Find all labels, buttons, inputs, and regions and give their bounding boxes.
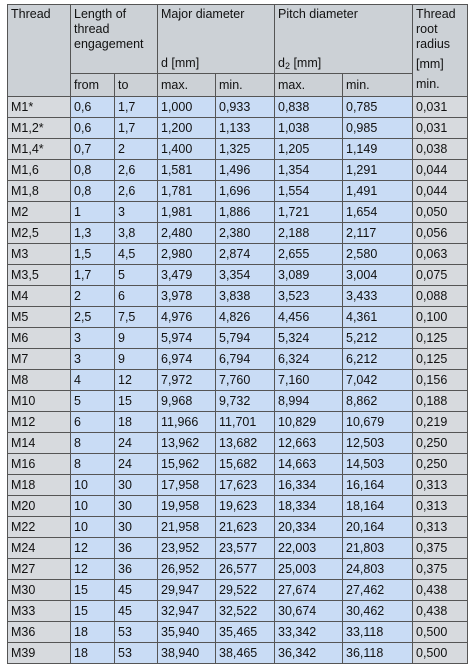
thread-cell: M7 <box>8 349 71 370</box>
major-min-cell: 26,577 <box>216 559 275 580</box>
header-radius-unit: [mm] <box>413 53 468 74</box>
major-min-cell: 0,933 <box>216 97 275 118</box>
pitch-max-cell: 22,003 <box>275 538 343 559</box>
thread-table-container <box>7 4 468 664</box>
thread-cell: M1,6 <box>8 160 71 181</box>
engagement-to-cell: 24 <box>115 433 158 454</box>
major-min-cell: 35,465 <box>216 622 275 643</box>
pitch-min-cell: 7,042 <box>343 370 413 391</box>
engagement-from-cell: 0,7 <box>71 139 115 160</box>
major-max-cell: 4,976 <box>158 307 216 328</box>
table-row <box>8 601 468 622</box>
header-major-min: min. <box>216 74 275 97</box>
header-thread-root-radius: Thread root radius <box>413 5 468 54</box>
major-max-cell: 1,000 <box>158 97 216 118</box>
table-row <box>8 454 468 475</box>
engagement-from-cell: 12 <box>71 538 115 559</box>
major-max-cell: 1,200 <box>158 118 216 139</box>
pitch-max-cell: 1,354 <box>275 160 343 181</box>
thread-cell: M20 <box>8 496 71 517</box>
thread-dimensions-table <box>7 4 468 664</box>
major-max-cell: 26,952 <box>158 559 216 580</box>
pitch-min-cell: 2,580 <box>343 244 413 265</box>
thread-cell: M39 <box>8 643 71 664</box>
table-row <box>8 328 468 349</box>
major-min-cell: 19,623 <box>216 496 275 517</box>
header-pitch-max: max. <box>275 74 343 97</box>
engagement-from-cell: 8 <box>71 433 115 454</box>
table-row <box>8 433 468 454</box>
thread-cell: M4 <box>8 286 71 307</box>
pitch-max-cell: 3,523 <box>275 286 343 307</box>
engagement-to-cell: 30 <box>115 517 158 538</box>
major-min-cell: 32,522 <box>216 601 275 622</box>
engagement-from-cell: 3 <box>71 328 115 349</box>
major-min-cell: 11,701 <box>216 412 275 433</box>
major-max-cell: 19,958 <box>158 496 216 517</box>
pitch-max-cell: 1,038 <box>275 118 343 139</box>
radius-min-cell: 0,125 <box>413 328 468 349</box>
radius-min-cell: 0,438 <box>413 601 468 622</box>
thread-cell: M1* <box>8 97 71 118</box>
pitch-min-cell: 27,462 <box>343 580 413 601</box>
engagement-to-cell: 2,6 <box>115 160 158 181</box>
major-max-cell: 23,952 <box>158 538 216 559</box>
engagement-from-cell: 8 <box>71 454 115 475</box>
engagement-from-cell: 18 <box>71 643 115 664</box>
thread-cell: M6 <box>8 328 71 349</box>
thread-cell: M1,8 <box>8 181 71 202</box>
engagement-to-cell: 6 <box>115 286 158 307</box>
pitch-max-cell: 27,674 <box>275 580 343 601</box>
major-min-cell: 1,496 <box>216 160 275 181</box>
pitch-min-cell: 3,433 <box>343 286 413 307</box>
engagement-from-cell: 2 <box>71 286 115 307</box>
table-row <box>8 307 468 328</box>
thread-cell: M33 <box>8 601 71 622</box>
pitch-max-cell: 7,160 <box>275 370 343 391</box>
engagement-to-cell: 15 <box>115 391 158 412</box>
table-row <box>8 160 468 181</box>
pitch-min-cell: 5,212 <box>343 328 413 349</box>
engagement-from-cell: 15 <box>71 601 115 622</box>
engagement-from-cell: 1,7 <box>71 265 115 286</box>
major-max-cell: 7,972 <box>158 370 216 391</box>
table-row <box>8 496 468 517</box>
engagement-to-cell: 3,8 <box>115 223 158 244</box>
major-max-cell: 6,974 <box>158 349 216 370</box>
pitch-min-cell: 8,862 <box>343 391 413 412</box>
header-length-spacer <box>71 53 158 74</box>
table-row <box>8 244 468 265</box>
engagement-from-cell: 0,8 <box>71 160 115 181</box>
major-min-cell: 21,623 <box>216 517 275 538</box>
thread-cell: M14 <box>8 433 71 454</box>
table-row <box>8 412 468 433</box>
table-row <box>8 559 468 580</box>
pitch-max-cell: 10,829 <box>275 412 343 433</box>
header-major-max: max. <box>158 74 216 97</box>
header-from: from <box>71 74 115 97</box>
pitch-max-cell: 2,655 <box>275 244 343 265</box>
thread-cell: M8 <box>8 370 71 391</box>
engagement-from-cell: 18 <box>71 622 115 643</box>
pitch-max-cell: 0,838 <box>275 97 343 118</box>
pitch-min-cell: 24,803 <box>343 559 413 580</box>
engagement-from-cell: 6 <box>71 412 115 433</box>
major-min-cell: 29,522 <box>216 580 275 601</box>
radius-min-cell: 0,125 <box>413 349 468 370</box>
pitch-max-cell: 3,089 <box>275 265 343 286</box>
major-max-cell: 3,479 <box>158 265 216 286</box>
major-min-cell: 1,696 <box>216 181 275 202</box>
pitch-max-cell: 20,334 <box>275 517 343 538</box>
major-min-cell: 1,325 <box>216 139 275 160</box>
major-min-cell: 3,354 <box>216 265 275 286</box>
table-row <box>8 265 468 286</box>
thread-cell: M24 <box>8 538 71 559</box>
engagement-to-cell: 18 <box>115 412 158 433</box>
major-min-cell: 3,838 <box>216 286 275 307</box>
engagement-to-cell: 12 <box>115 370 158 391</box>
engagement-from-cell: 0,8 <box>71 181 115 202</box>
radius-min-cell: 0,219 <box>413 412 468 433</box>
major-max-cell: 17,958 <box>158 475 216 496</box>
pitch-max-cell: 12,663 <box>275 433 343 454</box>
pitch-min-cell: 14,503 <box>343 454 413 475</box>
major-max-cell: 1,400 <box>158 139 216 160</box>
pitch-max-cell: 16,334 <box>275 475 343 496</box>
radius-min-cell: 0,031 <box>413 118 468 139</box>
table-row <box>8 538 468 559</box>
header-pitch-min: min. <box>343 74 413 97</box>
major-max-cell: 29,947 <box>158 580 216 601</box>
radius-min-cell: 0,500 <box>413 622 468 643</box>
engagement-from-cell: 2,5 <box>71 307 115 328</box>
thread-cell: M16 <box>8 454 71 475</box>
table-row <box>8 349 468 370</box>
table-row <box>8 223 468 244</box>
thread-cell: M1,2* <box>8 118 71 139</box>
engagement-to-cell: 4,5 <box>115 244 158 265</box>
major-max-cell: 21,958 <box>158 517 216 538</box>
pitch-max-cell: 36,342 <box>275 643 343 664</box>
major-max-cell: 5,974 <box>158 328 216 349</box>
engagement-from-cell: 0,6 <box>71 118 115 139</box>
radius-min-cell: 0,088 <box>413 286 468 307</box>
pitch-min-cell: 36,118 <box>343 643 413 664</box>
major-max-cell: 11,966 <box>158 412 216 433</box>
thread-cell: M27 <box>8 559 71 580</box>
engagement-to-cell: 3 <box>115 202 158 223</box>
major-min-cell: 1,133 <box>216 118 275 139</box>
engagement-to-cell: 45 <box>115 580 158 601</box>
header-major-symbol: d [mm] <box>158 53 275 74</box>
pitch-min-cell: 4,361 <box>343 307 413 328</box>
radius-min-cell: 0,250 <box>413 454 468 475</box>
engagement-from-cell: 5 <box>71 391 115 412</box>
engagement-to-cell: 53 <box>115 622 158 643</box>
thread-cell: M1,4* <box>8 139 71 160</box>
radius-min-cell: 0,075 <box>413 265 468 286</box>
pitch-min-cell: 2,117 <box>343 223 413 244</box>
pitch-symbol-sub: 2 <box>284 61 290 71</box>
radius-min-cell: 0,313 <box>413 475 468 496</box>
engagement-to-cell: 36 <box>115 538 158 559</box>
pitch-max-cell: 14,663 <box>275 454 343 475</box>
major-max-cell: 32,947 <box>158 601 216 622</box>
thread-cell: M22 <box>8 517 71 538</box>
thread-cell: M3,5 <box>8 265 71 286</box>
thread-cell: M10 <box>8 391 71 412</box>
radius-min-cell: 0,038 <box>413 139 468 160</box>
thread-cell: M5 <box>8 307 71 328</box>
major-min-cell: 38,465 <box>216 643 275 664</box>
table-row <box>8 286 468 307</box>
thread-cell: M12 <box>8 412 71 433</box>
engagement-from-cell: 10 <box>71 496 115 517</box>
pitch-max-cell: 18,334 <box>275 496 343 517</box>
pitch-min-cell: 18,164 <box>343 496 413 517</box>
engagement-to-cell: 1,7 <box>115 118 158 139</box>
radius-min-cell: 0,156 <box>413 370 468 391</box>
table-row <box>8 370 468 391</box>
pitch-max-cell: 1,721 <box>275 202 343 223</box>
engagement-to-cell: 9 <box>115 328 158 349</box>
pitch-min-cell: 0,985 <box>343 118 413 139</box>
engagement-from-cell: 10 <box>71 517 115 538</box>
major-min-cell: 2,380 <box>216 223 275 244</box>
engagement-to-cell: 7,5 <box>115 307 158 328</box>
major-min-cell: 7,760 <box>216 370 275 391</box>
pitch-max-cell: 33,342 <box>275 622 343 643</box>
pitch-min-cell: 10,679 <box>343 412 413 433</box>
thread-cell: M2 <box>8 202 71 223</box>
major-min-cell: 4,826 <box>216 307 275 328</box>
major-max-cell: 15,962 <box>158 454 216 475</box>
table-row <box>8 622 468 643</box>
pitch-min-cell: 0,785 <box>343 97 413 118</box>
radius-min-cell: 0,250 <box>413 433 468 454</box>
engagement-from-cell: 15 <box>71 580 115 601</box>
pitch-min-cell: 1,291 <box>343 160 413 181</box>
pitch-max-cell: 1,205 <box>275 139 343 160</box>
major-max-cell: 2,480 <box>158 223 216 244</box>
pitch-max-cell: 5,324 <box>275 328 343 349</box>
radius-min-cell: 0,044 <box>413 160 468 181</box>
major-max-cell: 1,981 <box>158 202 216 223</box>
major-max-cell: 38,940 <box>158 643 216 664</box>
major-min-cell: 2,874 <box>216 244 275 265</box>
pitch-min-cell: 1,654 <box>343 202 413 223</box>
pitch-max-cell: 8,994 <box>275 391 343 412</box>
engagement-to-cell: 24 <box>115 454 158 475</box>
engagement-to-cell: 30 <box>115 496 158 517</box>
radius-min-cell: 0,031 <box>413 97 468 118</box>
radius-min-cell: 0,500 <box>413 643 468 664</box>
pitch-min-cell: 1,149 <box>343 139 413 160</box>
engagement-to-cell: 2 <box>115 139 158 160</box>
pitch-max-cell: 4,456 <box>275 307 343 328</box>
header-pitch-diameter: Pitch diameter <box>275 5 413 54</box>
table-row <box>8 643 468 664</box>
engagement-from-cell: 10 <box>71 475 115 496</box>
major-min-cell: 17,623 <box>216 475 275 496</box>
major-max-cell: 2,980 <box>158 244 216 265</box>
radius-min-cell: 0,313 <box>413 496 468 517</box>
engagement-from-cell: 1,3 <box>71 223 115 244</box>
table-body <box>8 97 468 664</box>
engagement-to-cell: 5 <box>115 265 158 286</box>
major-min-cell: 23,577 <box>216 538 275 559</box>
pitch-min-cell: 30,462 <box>343 601 413 622</box>
table-row <box>8 97 468 118</box>
engagement-to-cell: 30 <box>115 475 158 496</box>
major-min-cell: 1,886 <box>216 202 275 223</box>
pitch-symbol-main: d <box>278 56 285 70</box>
major-max-cell: 13,962 <box>158 433 216 454</box>
major-max-cell: 3,978 <box>158 286 216 307</box>
header-thread: Thread <box>8 5 71 54</box>
thread-cell: M36 <box>8 622 71 643</box>
table-row <box>8 118 468 139</box>
major-min-cell: 13,682 <box>216 433 275 454</box>
pitch-max-cell: 1,554 <box>275 181 343 202</box>
radius-min-cell: 0,438 <box>413 580 468 601</box>
table-row <box>8 517 468 538</box>
engagement-from-cell: 1 <box>71 202 115 223</box>
major-max-cell: 9,968 <box>158 391 216 412</box>
table-row <box>8 391 468 412</box>
pitch-max-cell: 6,324 <box>275 349 343 370</box>
pitch-min-cell: 20,164 <box>343 517 413 538</box>
header-major-diameter: Major diameter <box>158 5 275 54</box>
thread-cell: M3 <box>8 244 71 265</box>
engagement-from-cell: 4 <box>71 370 115 391</box>
major-min-cell: 9,732 <box>216 391 275 412</box>
engagement-from-cell: 1,5 <box>71 244 115 265</box>
radius-min-cell: 0,375 <box>413 559 468 580</box>
radius-min-cell: 0,056 <box>413 223 468 244</box>
engagement-to-cell: 1,7 <box>115 97 158 118</box>
major-min-cell: 15,682 <box>216 454 275 475</box>
major-max-cell: 1,781 <box>158 181 216 202</box>
header-thread-bottom <box>8 74 71 97</box>
pitch-symbol-unit: [mm] <box>289 56 322 70</box>
pitch-min-cell: 6,212 <box>343 349 413 370</box>
pitch-max-cell: 25,003 <box>275 559 343 580</box>
engagement-from-cell: 3 <box>71 349 115 370</box>
pitch-min-cell: 3,004 <box>343 265 413 286</box>
header-length-of-engagement: Length of thread engagement <box>71 5 158 54</box>
header-thread-spacer <box>8 53 71 74</box>
engagement-from-cell: 12 <box>71 559 115 580</box>
radius-min-cell: 0,050 <box>413 202 468 223</box>
pitch-min-cell: 1,491 <box>343 181 413 202</box>
thread-cell: M2,5 <box>8 223 71 244</box>
pitch-min-cell: 12,503 <box>343 433 413 454</box>
header-radius-min: min. <box>413 74 468 97</box>
engagement-to-cell: 45 <box>115 601 158 622</box>
pitch-min-cell: 21,803 <box>343 538 413 559</box>
engagement-to-cell: 2,6 <box>115 181 158 202</box>
engagement-to-cell: 9 <box>115 349 158 370</box>
major-min-cell: 5,794 <box>216 328 275 349</box>
table-row <box>8 181 468 202</box>
table-row <box>8 139 468 160</box>
major-max-cell: 35,940 <box>158 622 216 643</box>
table-row <box>8 202 468 223</box>
pitch-min-cell: 33,118 <box>343 622 413 643</box>
thread-cell: M18 <box>8 475 71 496</box>
table-row <box>8 580 468 601</box>
radius-min-cell: 0,313 <box>413 517 468 538</box>
header-pitch-symbol <box>275 53 413 74</box>
header-to: to <box>115 74 158 97</box>
radius-min-cell: 0,063 <box>413 244 468 265</box>
thread-cell: M30 <box>8 580 71 601</box>
radius-min-cell: 0,100 <box>413 307 468 328</box>
engagement-from-cell: 0,6 <box>71 97 115 118</box>
radius-min-cell: 0,044 <box>413 181 468 202</box>
radius-min-cell: 0,188 <box>413 391 468 412</box>
engagement-to-cell: 53 <box>115 643 158 664</box>
radius-min-cell: 0,375 <box>413 538 468 559</box>
pitch-min-cell: 16,164 <box>343 475 413 496</box>
pitch-max-cell: 30,674 <box>275 601 343 622</box>
major-min-cell: 6,794 <box>216 349 275 370</box>
engagement-to-cell: 36 <box>115 559 158 580</box>
major-max-cell: 1,581 <box>158 160 216 181</box>
pitch-max-cell: 2,188 <box>275 223 343 244</box>
table-row <box>8 475 468 496</box>
